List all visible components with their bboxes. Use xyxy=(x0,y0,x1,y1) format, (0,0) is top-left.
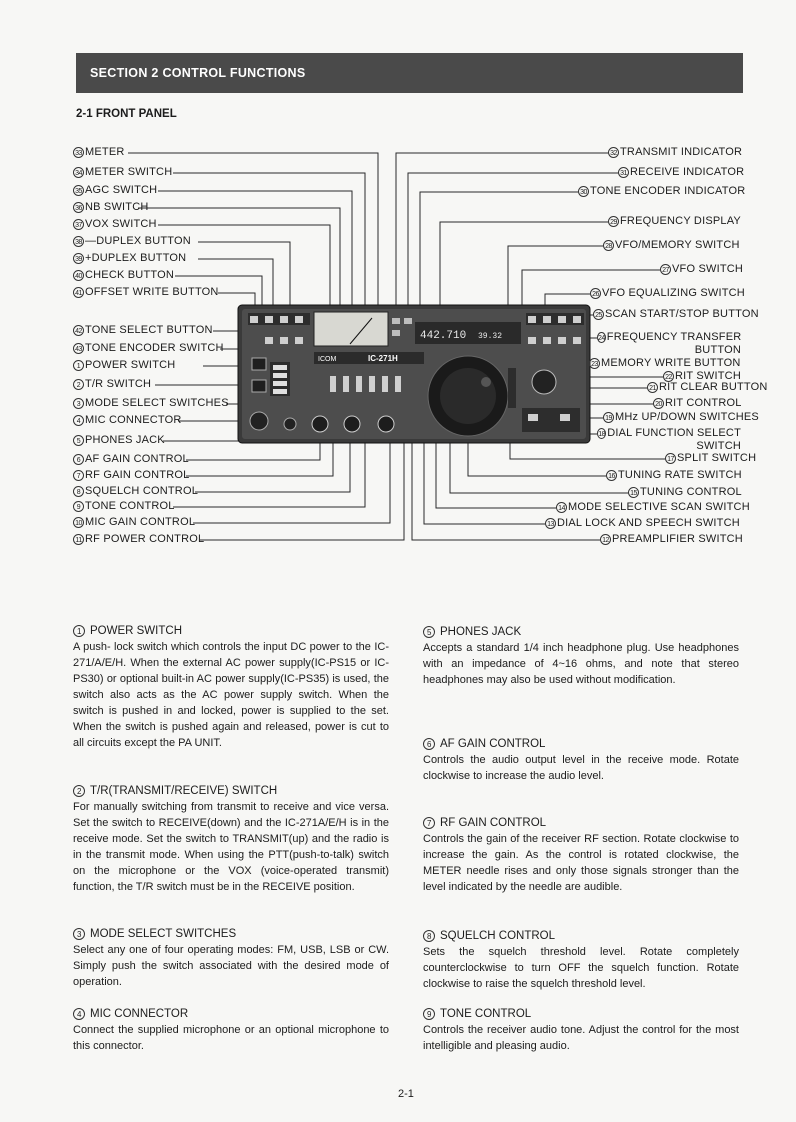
label-41: 41 OFFSET WRITE BUTTON xyxy=(73,286,219,299)
callout-number: 32 xyxy=(608,147,619,158)
label-33: 33 METER xyxy=(73,146,125,159)
desc-phones-jack xyxy=(423,624,739,688)
callout-number: 34 xyxy=(73,167,84,178)
label-16: 16 TUNING RATE SWITCH xyxy=(606,469,742,482)
section-title: SECTION 2 CONTROL FUNCTIONS xyxy=(90,66,306,80)
label-11: 11 RF POWER CONTROL xyxy=(73,533,204,546)
label-3: 3 MODE SELECT SWITCHES xyxy=(73,397,229,410)
callout-number: 29 xyxy=(608,216,619,227)
callout-number: 10 xyxy=(73,517,84,528)
desc-body: Controls the gain of the receiver RF section. Rotate clockwise to increase the gain. As the control is rotated clockwise, the METER needle rises and only those signals stronger than the level indicated by the needle are audible. xyxy=(423,833,739,893)
desc-body: Accepts a standard 1/4 inch headphone plug. Use headphones with an impedance of 4~16 ohms, and note that stereo headphones may also be used without modification. xyxy=(423,642,739,686)
subsection-title: 2-1 FRONT PANEL xyxy=(76,108,177,120)
label-31: 31 RECEIVE INDICATOR xyxy=(618,166,744,179)
label-8: 8 SQUELCH CONTROL xyxy=(73,485,198,498)
label-5: 5 PHONES JACK xyxy=(73,434,165,447)
callout-number: 6 xyxy=(73,454,84,465)
display-frequency: 442.710 xyxy=(420,330,467,342)
desc-title: SQUELCH CONTROL xyxy=(440,930,556,942)
desc-body: Controls the receiver audio tone. Adjust the control for the most intelligible and pleasing audio. xyxy=(423,1024,739,1052)
callout-number: 2 xyxy=(73,785,85,797)
callout-number: 11 xyxy=(73,534,84,545)
desc-body: Controls the audio output level in the receive mode. Rotate clockwise to increase the audio level. xyxy=(423,754,739,782)
label-43: 43 TONE ENCODER SWITCH xyxy=(73,342,224,355)
desc-title: RF GAIN CONTROL xyxy=(440,817,547,829)
label-15: 15 TUNING CONTROL xyxy=(628,486,742,499)
label-29: 29 FREQUENCY DISPLAY xyxy=(608,215,741,228)
label-38: 38 —DUPLEX BUTTON xyxy=(73,235,191,248)
callout-number: 6 xyxy=(423,738,435,750)
label-14: 14 MODE SELECTIVE SCAN SWITCH xyxy=(556,501,750,514)
callout-number: 17 xyxy=(665,453,676,464)
label-27: 27 VFO SWITCH xyxy=(660,263,743,276)
desc-body: A push- lock switch which controls the input DC power to the IC-271/A/E/H. When the external AC power supply(IC-PS15 or IC-PS30) or optional built-in AC power supply(IC-PS35) is used, the switch also acts as the AC power supply switch. When the switch is pushed in and locked, power is supplied to the set. When the switch is pushed again and released, power is cut to all circuits except the PA UNIT. xyxy=(73,641,389,749)
callout-number: 15 xyxy=(628,487,639,498)
callout-number: 36 xyxy=(73,202,84,213)
callout-number: 37 xyxy=(73,219,84,230)
callout-number: 38 xyxy=(73,236,84,247)
label-18: 18 DIAL FUNCTION SELECT SWITCH xyxy=(598,427,741,452)
desc-title: PHONES JACK xyxy=(440,626,522,638)
callout-number: 7 xyxy=(423,817,435,829)
callout-number: 3 xyxy=(73,398,84,409)
label-13: 13 DIAL LOCK AND SPEECH SWITCH xyxy=(545,517,740,530)
callout-number: 26 xyxy=(590,288,601,299)
label-25: 25 SCAN START/STOP BUTTON xyxy=(593,308,759,321)
desc-power-switch xyxy=(73,623,389,751)
callout-number: 4 xyxy=(73,1008,85,1020)
desc-title: TONE CONTROL xyxy=(440,1008,532,1020)
callout-number: 24 xyxy=(597,332,606,343)
callout-number: 9 xyxy=(73,501,84,512)
desc-mode-select xyxy=(73,926,389,990)
page-number: 2-1 xyxy=(398,1088,414,1100)
callout-number: 25 xyxy=(593,309,604,320)
callout-number: 35 xyxy=(73,185,84,196)
desc-tone-control xyxy=(423,1006,739,1054)
desc-title: MODE SELECT SWITCHES xyxy=(90,928,237,940)
callout-number: 41 xyxy=(73,287,84,298)
callout-number: 23 xyxy=(589,358,600,369)
callout-number: 22 xyxy=(663,371,674,382)
label-17: 17 SPLIT SWITCH xyxy=(665,452,756,465)
label-4: 4 MIC CONNECTOR xyxy=(73,414,182,427)
callout-number: 16 xyxy=(606,470,617,481)
desc-tr-switch xyxy=(73,783,389,895)
callout-number: 27 xyxy=(660,264,671,275)
callout-number: 7 xyxy=(73,470,84,481)
label-19: 19 MHz UP/DOWN SWITCHES xyxy=(603,411,759,424)
desc-title: AF GAIN CONTROL xyxy=(440,738,546,750)
callout-number: 19 xyxy=(603,412,614,423)
callout-number: 42 xyxy=(73,325,84,336)
label-1: 1 POWER SWITCH xyxy=(73,359,175,372)
label-28: 28 VFO/MEMORY SWITCH xyxy=(603,239,740,252)
model-label: IC-271H xyxy=(368,354,398,363)
callout-number: 8 xyxy=(423,930,435,942)
callout-number: 5 xyxy=(73,435,84,446)
desc-body: Sets the squelch threshold level. Rotate completely counterclockwise to turn OFF the squelch function. Rotate clockwise to raise the squelch threshold level. xyxy=(423,946,739,990)
callout-number: 43 xyxy=(73,343,84,354)
label-36: 36 NB SWITCH xyxy=(73,201,149,214)
desc-mic-connector xyxy=(73,1006,389,1054)
callout-number: 40 xyxy=(73,270,84,281)
callout-number: 2 xyxy=(73,379,84,390)
desc-body: Select any one of four operating modes: FM, USB, LSB or CW. Simply push the switch associated with the desired mode of operation. xyxy=(73,944,389,988)
label-35: 35 AGC SWITCH xyxy=(73,184,157,197)
label-34: 34 METER SWITCH xyxy=(73,166,172,179)
callout-number: 18 xyxy=(597,428,606,439)
display-offset: 39.32 xyxy=(478,332,503,341)
label-9: 9 TONE CONTROL xyxy=(73,500,175,513)
label-22: 22 RIT SWITCH xyxy=(663,370,741,383)
callout-number: 4 xyxy=(73,415,84,426)
callout-number: 9 xyxy=(423,1008,435,1020)
desc-title: MIC CONNECTOR xyxy=(90,1008,189,1020)
label-6: 6 AF GAIN CONTROL xyxy=(73,453,189,466)
label-39: 39 +DUPLEX BUTTON xyxy=(73,252,186,265)
callout-number: 12 xyxy=(600,534,611,545)
callout-number: 31 xyxy=(618,167,629,178)
label-10: 10 MIC GAIN CONTROL xyxy=(73,516,195,529)
label-23: 23 MEMORY WRITE BUTTON xyxy=(589,357,740,370)
label-2: 2 T/R SWITCH xyxy=(73,378,151,391)
desc-body: For manually switching from transmit to receive and vice versa. Set the switch to RECEIVE(down) and the IC-271A/E/H is in the receive mode. Set the switch to TRANSMIT(up) and the radio is in the transmit mode. When using the PTT(push-to-talk) switch on the microphone or the VOX (voice-operated transmit) function, the T/R switch must be in the RECEIVE position. xyxy=(73,801,389,893)
callout-number: 28 xyxy=(603,240,614,251)
callout-number: 20 xyxy=(653,398,664,409)
label-24: 24 FREQUENCY TRANSFER BUTTON xyxy=(598,331,742,356)
label-42: 42 TONE SELECT BUTTON xyxy=(73,324,213,337)
label-12: 12 PREAMPLIFIER SWITCH xyxy=(600,533,743,546)
label-32: 32 TRANSMIT INDICATOR xyxy=(608,146,742,159)
desc-body: Connect the supplied microphone or an optional microphone to this connector. xyxy=(73,1024,389,1052)
label-21: 21 RIT CLEAR BUTTON xyxy=(647,381,768,394)
label-26: 26 VFO EQUALIZING SWITCH xyxy=(590,287,745,300)
label-37: 37 VOX SWITCH xyxy=(73,218,157,231)
callout-number: 5 xyxy=(423,626,435,638)
callout-number: 3 xyxy=(73,928,85,940)
callout-number: 1 xyxy=(73,625,85,637)
label-30: 30 TONE ENCODER INDICATOR xyxy=(578,185,745,198)
callout-number: 8 xyxy=(73,486,84,497)
brand-label: ICOM xyxy=(318,356,337,363)
callout-number: 13 xyxy=(545,518,556,529)
radio-body xyxy=(238,305,590,443)
desc-rf-gain xyxy=(423,815,739,895)
callout-number: 33 xyxy=(73,147,84,158)
desc-squelch xyxy=(423,928,739,992)
desc-title: POWER SWITCH xyxy=(90,625,182,637)
desc-title: T/R(TRANSMIT/RECEIVE) SWITCH xyxy=(90,785,278,797)
callout-number: 1 xyxy=(73,360,84,371)
label-20: 20 RIT CONTROL xyxy=(653,397,742,410)
label-40: 40 CHECK BUTTON xyxy=(73,269,174,282)
callout-number: 30 xyxy=(578,186,589,197)
callout-number: 21 xyxy=(647,382,658,393)
callout-number: 39 xyxy=(73,253,84,264)
callout-number: 14 xyxy=(556,502,567,513)
label-7: 7 RF GAIN CONTROL xyxy=(73,469,189,482)
desc-af-gain xyxy=(423,736,739,784)
